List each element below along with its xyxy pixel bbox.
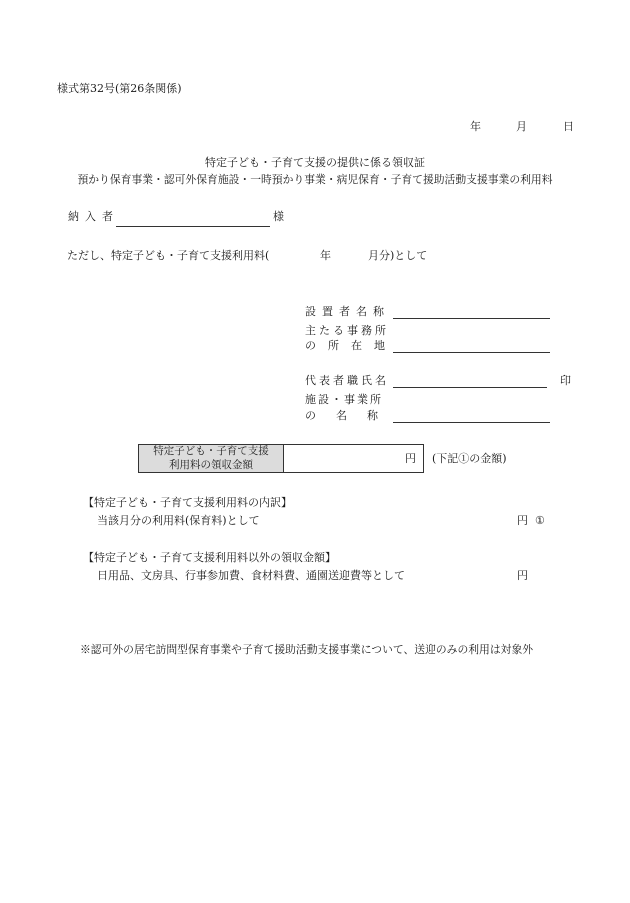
- note-prefix: ただし、特定子ども・子育て支援利用料(: [67, 249, 270, 262]
- breakdown-item: 当該月分の利用料(保育料)として: [97, 514, 260, 527]
- date-day-label: 日: [563, 120, 574, 133]
- office-label-2: の所在地: [305, 339, 397, 352]
- breakdown-yen: 円: [517, 514, 528, 527]
- rep-label: 代表者職氏名: [305, 374, 389, 387]
- payer-label: 納入者: [68, 210, 119, 223]
- payer-name-line: [116, 226, 270, 227]
- date-year-label: 年: [470, 120, 481, 133]
- other-heading: 【特定子ども・子育て支援利用料以外の領収金額】: [83, 551, 336, 564]
- title-line-1: 特定子ども・子育て支援の提供に係る領収証: [205, 156, 425, 169]
- other-yen: 円: [517, 569, 528, 582]
- facility-label-1: 施設・事業所: [305, 393, 383, 406]
- facility-name-line: [393, 422, 550, 423]
- facility-label-2: の名称: [305, 409, 398, 422]
- breakdown-mark: ①: [535, 514, 545, 527]
- date-month-label: 月: [516, 120, 527, 133]
- office-label-1: 主たる事務所: [305, 324, 389, 337]
- amount-note: (下記①の金額): [432, 452, 507, 465]
- payer-suffix: 様: [273, 210, 284, 223]
- office-address-line: [393, 352, 550, 353]
- note-suffix: 月分)として: [368, 249, 428, 262]
- other-item: 日用品、文房具、行事参加費、食材料費、通園送迎費等として: [97, 569, 405, 582]
- seal-mark: 印: [560, 374, 571, 387]
- rep-name-line: [393, 387, 547, 388]
- amount-label-line-1: 特定子ども・子育て支援: [153, 445, 269, 458]
- issuer-name-line: [393, 318, 550, 319]
- footnote: ※認可外の居宅訪問型保育事業や子育て援助活動支援事業について、送迎のみの利用は対象外: [80, 643, 534, 656]
- title-line-2: 預かり保育事業・認可外保育施設・一時預かり事業・病児保育・子育て援助活動支援事業の利用料: [77, 173, 553, 186]
- amount-label: [139, 445, 284, 472]
- amount-yen: 円: [405, 452, 416, 465]
- amount-label-line-2: 利用料の領収金額: [169, 458, 253, 471]
- note-year: 年: [320, 249, 331, 262]
- breakdown-heading: 【特定子ども・子育て支援利用料の内訳】: [83, 496, 292, 509]
- form-number: 様式第32号(第26条関係): [57, 82, 182, 95]
- issuer-name-label: 設置者名称: [305, 305, 390, 318]
- amount-box: [138, 444, 424, 473]
